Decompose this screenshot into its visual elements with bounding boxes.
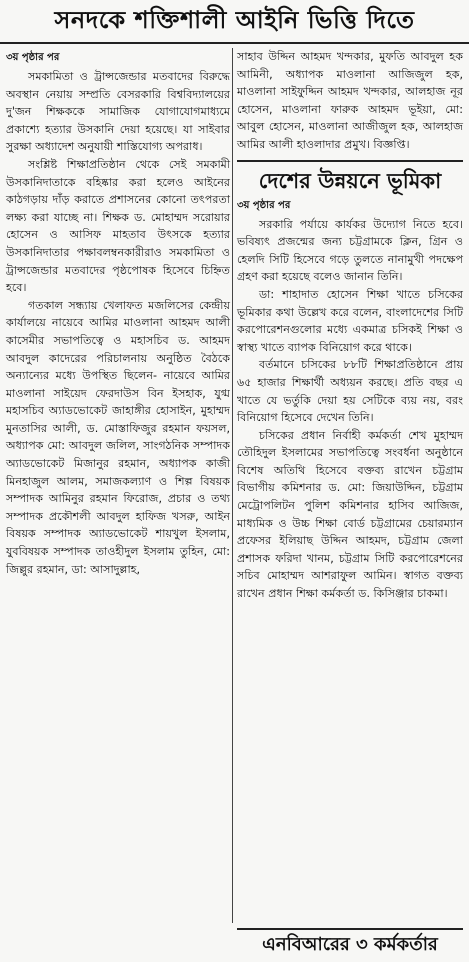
column-divider: [232, 48, 233, 923]
article-paragraph: সমকামিতা ও ট্রান্সজেন্ডার মতবাদের বিরুদ্ধে অবস্থান নেয়ায় সম্প্রতি বেসরকারি বিশ্ববিদ্যালয়ের দু'জন শিক্ষককে সামাজিক যোগাযোগমাধ্যমে প্রকাশ্যে হত্যার উসকানি দেয়া হয়েছে। যা সাইবার সুরক্ষা অধ্যাদেশ অনুযায়ী শাস্তিযোগ্য অপরাধ।: [6, 70, 230, 154]
article-paragraph: গতকাল সন্ধ্যায় খেলাফত মজলিসের কেন্দ্রীয় কার্যালয়ে নায়েবে আমির মাওলানা আহমদ আলী কাসেমীর সভাপতিত্বে ও মহাসচিব ড. আহমদ আবদুল কাদেরের পরিচালনায় অনুষ্ঠিত বৈঠকে অন্যান্যের মধ্যে উপস্থিত ছিলেন- নায়েবে আমির মাওলানা সাইয়েদ ফেরদাউস বিন ইসহাক, যুগ্ম মহাসচিব অ্যাডভোকেট জাহাঙ্গীর হোসাইন, মুহাম্মদ মুনতাসির আলী, ড. মোস্তাফিজুর রহমান ফয়সল, অধ্যাপক মো: আবদুল জলিল, সাংগঠনিক সম্পাদক অ্যাডভোকেট মিজানুর রহমান, অধ্যাপক কাজী মিনহাজুল আলম, সমাজকল্যাণ ও শিল্প বিষয়ক সম্পাদক আমিনুর রহমান ফিরোজ, প্রচার ও তথ্য সম্পাদক প্রকৌশলী আবদুল হাফিজ খসরু, আইন বিষয়ক সম্পাদক অ্যাডভোকেট শায়খুল ইসলাম, যুববিষয়ক সম্পাদক তাওহীদুল ইসলাম তুহিন, মো: জিল্লুর রহমান, ডা: আসাদুল্লাহ,: [6, 298, 230, 576]
article-paragraph: চসিকের প্রধান নির্বাহী কর্মকর্তা শেখ মুহাম্মদ তৌহিদুল ইসলামের সভাপতিত্বে সংবর্ধনা অনুষ্ঠানে বিশেষ অতিথি হিসেবে বক্তব্য রাখেন চট্টগ্রাম বিভাগীয় কমিশনার ড. মো: জিয়াউদ্দিন, চট্টগ্রাম মেট্রোপলিটন পুলিশ কমিশনার হাসিব আজিজ, মাধ্যমিক ও উচ্চ শিক্ষা বোর্ড চট্টগ্রামের চেয়ারম্যান প্রফেসর ইলিয়াছ উদ্দিন আহমদ, চট্টগ্রাম জেলা প্রশাসক ফরিদা খানম, চট্টগ্রাম সিটি করপোরেশনের সচিব মোহাম্মদ আশরাফুল আমিন। স্বাগত বক্তব্য রাখেন প্রধান শিক্ষা কর্মকর্তা ড. কিসিঞ্জার চাকমা।: [237, 428, 463, 601]
next-article-headline: এনবিআরের ৩ কর্মকর্তার: [237, 928, 463, 960]
article-paragraph: বর্তমানে চসিকের ৮৮টি শিক্ষাপ্রতিষ্ঠানে প্রায় ৬৫ হাজার শিক্ষার্থী অধ্যয়ন করছে। প্রতি বছর এ খাতে যে ভর্তুকি দেয়া হয় সেটিকে ব্যয় নয়, বরং বিনিয়োগ হিসেবে দেখেন তিনি।: [237, 358, 463, 425]
article-paragraph: সংশ্লিষ্ট শিক্ষাপ্রতিষ্ঠান থেকে সেই সমকামী উসকানিদাতাকে বহিষ্কার করা হলেও আইনের কাঠগড়ায় দাঁড় করাতে প্রশাসনের কোনো তৎপরতা লক্ষ্য করা যাচ্ছে না। শিক্ষক ড. মোহাম্মদ সরোয়ার হোসেন ও আসিফ মাহতাব উৎসকে হত্যার উসকানিদাতার পক্ষাবলম্বনকারীরাও সমকামিতা ও ট্রান্সজেন্ডার মতবাদের পৃষ্ঠপোষক হিসেবে চিহ্নিত হবে।: [6, 157, 230, 295]
right-column: [237, 48, 463, 603]
page-headline: সনদকে শক্তিশালী আইনি ভিত্তি দিতে: [0, 0, 469, 44]
sub-headline: দেশের উন্নয়নে ভূমিকা: [237, 160, 463, 196]
left-column: [6, 48, 230, 578]
continued-from-label: ৩য় পৃষ্ঠার পর: [6, 52, 60, 63]
article-paragraph: সাহাব উদ্দিন আহমদ খন্দকার, মুফতি আবদুল হক আমিনী, অধ্যাপক মাওলানা আজিজুল হক, মাওলানা সাইফুদ্দিন আহমদ খন্দকার, আলহাজ নূর হোসেন, মাওলানা ফারুক আহমদ ভূইয়া, মো: আবুল হোসেন, মাওলানা আজীজুল হক, আলহাজ আমির আলী হাওলাদার প্রমুখ। বিজ্ঞপ্তি।: [237, 50, 463, 151]
continued-from-label: ৩য় পৃষ্ঠার পর: [237, 199, 291, 211]
article-paragraph: সরকারি পর্যায়ে কার্যকর উদ্যোগ নিতে হবে। ভবিষ্যৎ প্রজন্মের জন্য চট্টগ্রামকে ক্লিন, গ্রিন ও হেলদি সিটি হিসেবে গড়ে তুলতে নানামুখী পদক্ষেপ গ্রহণ করা হয়েছে বলেও জানান তিনি।: [237, 217, 463, 284]
article-paragraph: ডা: শাহাদাত হোসেন শিক্ষা খাতে চসিকের ভূমিকার কথা উল্লেখ করে বলেন, বাংলাদেশের সিটি করপোরেশনগুলোর মধ্যে একমাত্র চসিকই শিক্ষা ও স্বাস্থ্য খাতে ব্যাপক বিনিয়োগ করে থাকে।: [237, 287, 463, 354]
